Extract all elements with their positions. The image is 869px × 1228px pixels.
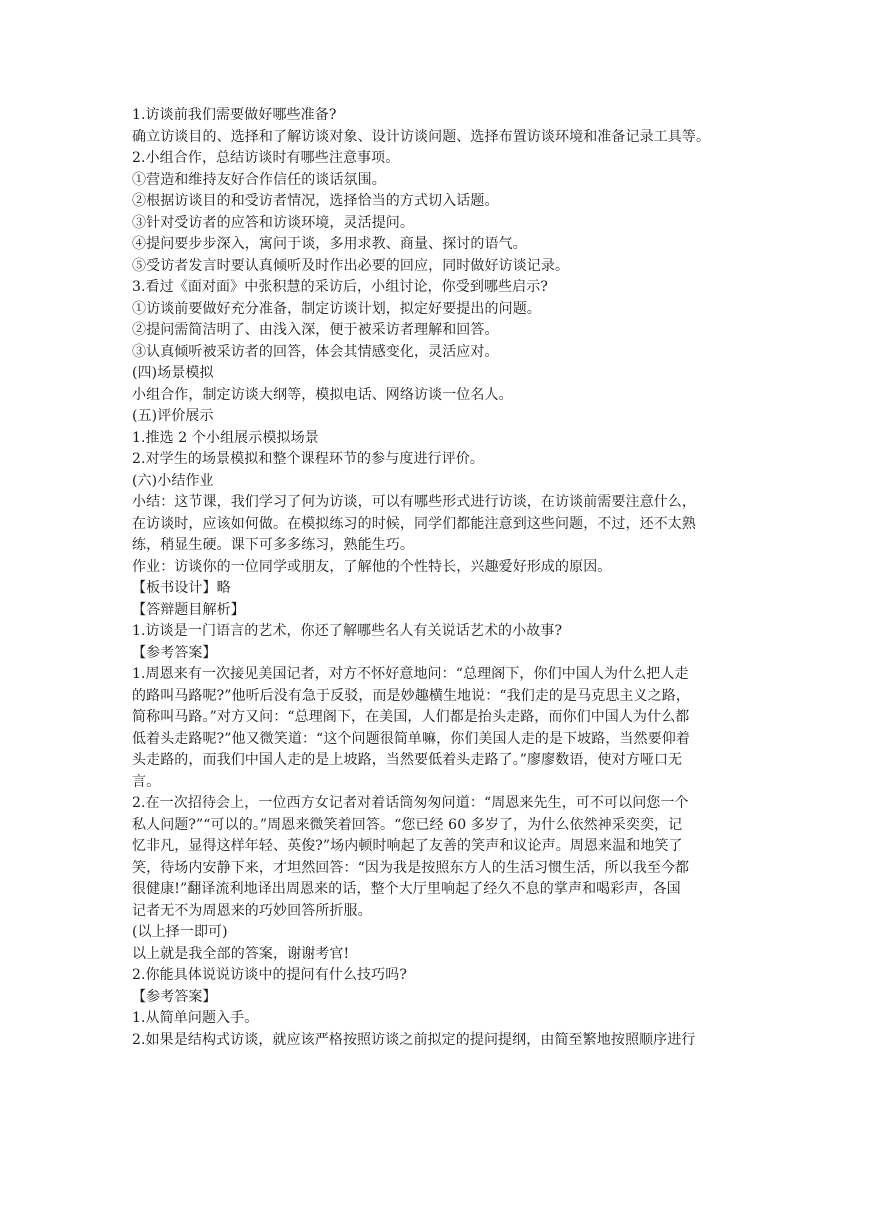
text-line: 笑，待场内安静下来，才坦然回答：“因为我是按照东方人的生活习惯生活，所以我至今都 — [132, 859, 690, 876]
text-line: 头走路的，而我们中国人走的是上坡路，当然要低着头走路了。”廖廖数语，使对方哑口无 — [132, 752, 683, 768]
text-line: (以上择一即可) — [132, 924, 228, 940]
section-heading: 【板书设计】略 — [132, 580, 231, 596]
text-line: 以上就是我全部的答案，谢谢考官! — [132, 945, 350, 962]
section-heading: 【参考答案】 — [132, 644, 217, 661]
text-line: 3.看过《面对面》中张积慧的采访后，小组讨论，你受到哪些启示? — [132, 279, 548, 295]
text-line: ③认真倾听被采访者的回答，体会其情感变化，灵活应对。 — [132, 343, 499, 360]
text-line: 记者无不为周恩来的巧妙回答所折服。 — [132, 902, 372, 919]
section-heading: (四)场景模拟 — [132, 365, 214, 381]
section-heading: 【答辩题目解析】 — [132, 601, 245, 618]
section-heading: 【参考答案】 — [132, 988, 217, 1005]
text-line: ④提问要步步深入，寓问于谈，多用求教、商量、探讨的语气。 — [132, 236, 527, 252]
text-line: ②提问需简洁明了、由浅入深，便于被采访者理解和回答。 — [132, 322, 499, 338]
text-line: 的路叫马路呢?”他听后没有急于反驳，而是妙趣横生地说：“我们走的是马克思主义之路， — [132, 687, 690, 704]
text-line: 2.小组合作，总结访谈时有哪些注意事项。 — [132, 150, 400, 166]
text-line: 练，稍显生硬。课下可多多练习，熟能生巧。 — [132, 537, 414, 553]
text-line: ②根据访谈目的和受访者情况，选择恰当的方式切入话题。 — [132, 193, 499, 209]
text-line: 2.对学生的场景模拟和整个课程环节的参与度进行评价。 — [132, 451, 484, 467]
text-line: 低着头走路呢?”他又微笑道：“这个问题很简单嘛，你们美国人走的是下坡路，当然要仰着 — [132, 730, 690, 747]
text-line: ③针对受访者的应答和访谈环境，灵活提问。 — [132, 214, 414, 231]
text-line: ⑤受访者发言时要认真倾听及时作出必要的回应，同时做好访谈记录。 — [132, 257, 570, 274]
text-line: 1.推选 2 个小组展示模拟场景 — [132, 429, 319, 446]
text-line: 小组合作，制定访谈大纲等，模拟电话、网络访谈一位名人。 — [132, 386, 513, 403]
question-line: 1.访谈是一门语言的艺术，你还了解哪些名人有关说话艺术的小故事? — [132, 623, 563, 639]
question-line: 2.你能具体说说访谈中的提问有什么技巧吗? — [132, 967, 407, 983]
text-line: 很健康!”翻译流利地译出周恩来的话，整个大厅里响起了经久不息的掌声和喝彩声，各国 — [132, 881, 681, 897]
text-line: 言。 — [132, 773, 161, 790]
text-line: 2.在一次招待会上，一位西方女记者对着话筒匆匆问道：“周恩来先生，可不可以问您一个 — [132, 795, 689, 811]
text-line: 简称叫马路。”对方又问：“总理阁下，在美国，人们都是抬头走路，而你们中国人为什么都 — [132, 709, 690, 725]
section-heading: (五)评价展示 — [132, 408, 214, 424]
text-line: 作业：访谈你的一位同学或朋友，了解他的个性特长，兴趣爱好形成的原因。 — [132, 558, 612, 575]
text-line: 确立访谈目的、选择和了解访谈对象、设计访谈问题、选择布置访谈环境和准备记录工具等。 — [132, 128, 711, 145]
text-line: 忆非凡，显得这样年轻、英俊?”场内顿时响起了友善的笑声和议论声。周恩来温和地笑了 — [132, 838, 683, 854]
text-line: 1.访谈前我们需要做好哪些准备? — [132, 107, 337, 123]
text-line: 小结：这节课，我们学习了何为访谈，可以有哪些形式进行访谈，在访谈前需要注意什么， — [132, 494, 696, 510]
section-heading: (六)小结作业 — [132, 472, 214, 489]
text-line: 在访谈时，应该如何做。在模拟练习的时候，同学们都能注意到这些问题，不过，还不太熟 — [132, 515, 696, 532]
text-line: 1.从简单问题入手。 — [132, 1010, 259, 1026]
document-page — [132, 105, 744, 1051]
text-line: 2.如果是结构式访谈，就应该严格按照访谈之前拟定的提问提纲，由简至繁地按照顺序进行 — [132, 1031, 696, 1048]
text-line: 私人问题?”“可以的。”周恩来微笑着回答。“您已经 60 多岁了，为什么依然神采奕奕，记 — [132, 816, 683, 833]
text-line: 1.周恩来有一次接见美国记者，对方不怀好意地问：“总理阁下，你们中国人为什么把人走 — [132, 666, 689, 682]
text-line: ①营造和维持友好合作信任的谈话氛围。 — [132, 171, 386, 188]
text-line: ①访谈前要做好充分准备，制定访谈计划，拟定好要提出的问题。 — [132, 300, 541, 317]
